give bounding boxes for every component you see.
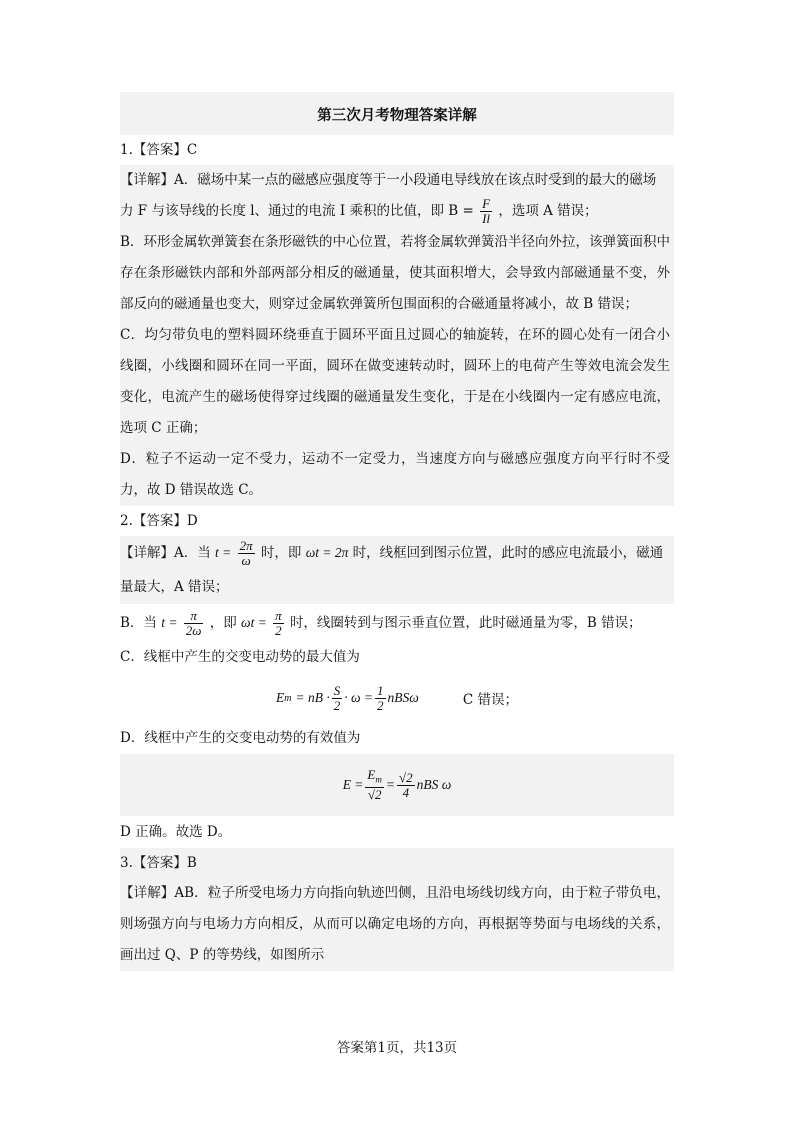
- q2-c-eq-mid: = nB ·: [295, 690, 330, 705]
- q2-a-fraction: [238, 539, 255, 568]
- q1-option-d: D．粒子不运动一定不受力，运动不一定受力，当速度方向与磁感应强度方向平行时不受力，故 D 错误故选 C。: [120, 444, 674, 506]
- q2-c-eq-lhs: E: [276, 690, 285, 705]
- q2-a-post: 时，线框回到图示位置，此时的感应电流最小，磁通: [352, 545, 664, 561]
- q2-d-frac-den: √2: [367, 786, 382, 802]
- q2-d-eq-lhs: E =: [342, 777, 364, 792]
- q1-a-frac-den: Il: [482, 211, 491, 226]
- q2-b-wt: ωt =: [241, 615, 267, 630]
- q1-a-line2-pre: 力 F 与该导线的长度 l、通过的电流 I 乘积的比值，即 B =: [120, 203, 474, 219]
- q2-b-mid: ，即: [209, 615, 237, 631]
- q2-c-frac-num: S: [333, 682, 341, 698]
- q2-d-frac-num: [365, 768, 383, 788]
- q2-d-frac-num-e: E: [367, 767, 376, 783]
- q2-option-a: [120, 536, 674, 604]
- q2-b-t: t =: [161, 615, 178, 630]
- q2-b-frac-den: 2ω: [185, 623, 202, 638]
- q2-answer: 2.【答案】D: [120, 513, 198, 529]
- q2-d-equation: [120, 754, 674, 816]
- q2-c-equation: [120, 673, 674, 723]
- q2-b-fraction: [184, 609, 204, 638]
- q2-a-mid: 时，即: [260, 545, 302, 561]
- q2-d-fraction-2: [397, 771, 415, 800]
- page-footer: 答案第1页，共13页: [336, 1040, 458, 1056]
- q2-a-frac-den: ω: [241, 553, 251, 568]
- q2-a-wt: ωt = 2π: [305, 545, 349, 560]
- q2-c-fraction: [332, 684, 343, 713]
- q1-a-fraction: [480, 197, 492, 226]
- q1-option-b: B．环形金属软弹簧套在条形磁铁的中心位置，若将金属软弹簧沿半径向外拉，该弹簧面积中存在条形磁铁内部和外部两部分相反的磁通量，使其面积增大，会导致内部磁通量不变，外部反向的磁通量也变大，则穿过金属软弹簧所包围面积的合磁通量将减小，故 B 错误；: [120, 227, 674, 320]
- q2-a-pre: 【详解】A．当: [120, 545, 211, 561]
- q2-b-frac2-den: 2: [275, 623, 282, 638]
- q2-d-frac2-num: √2: [399, 769, 413, 785]
- q2-conclusion: D 正确。故选 D。: [120, 824, 232, 840]
- q2-c-frac2-num: 1: [377, 682, 384, 698]
- q2-c-verdict: C 错误；: [462, 692, 518, 708]
- q1-option-a: [120, 165, 674, 227]
- q3-explanation: 【详解】AB．粒子所受电场力方向指向轨迹凹侧，且沿电场线切线方向，由于粒子带负电，则场强方向与电场力方向相反，从而可以确定电场的方向，再根据等势面与电场线的关系，画出过 Q、P 的等势线，如图所示: [120, 878, 674, 971]
- q3-answer: 3.【答案】B: [120, 848, 674, 878]
- q2-d-eq-eq: =: [385, 777, 395, 792]
- q2-c-fraction-2: [375, 684, 386, 713]
- q2-b-post: 时，线圈转到与图示垂直位置，此时磁通量为零，B 错误；: [289, 615, 642, 631]
- q1-a-frac-num: F: [482, 196, 491, 211]
- q2-option-b: [120, 604, 674, 642]
- q2-b-frac-num: π: [184, 609, 204, 624]
- q2-c-eq-mid2: · ω =: [344, 690, 374, 705]
- q2-option-d: D．线框中产生的交变电动势的有效值为: [120, 730, 361, 746]
- q1-answer: 1.【答案】C: [120, 142, 198, 158]
- q2-c-frac2-den: 2: [377, 697, 384, 713]
- q2-d-fraction: [365, 768, 383, 802]
- document-body: [120, 92, 674, 971]
- q1-a-line1: 【详解】A．磁场中某一点的磁感应强度等于一小段通电导线放在该点时受到的最大的磁场: [120, 172, 657, 188]
- q2-c-eq-rhs: nBSω: [387, 690, 419, 705]
- q1-option-c: C．均匀带负电的塑料圆环绕垂直于圆环平面且过圆心的轴旋转，在环的圆心处有一闭合小线圈，小线圈和圆环在同一平面，圆环在做变速转动时，圆环上的电荷产生等效电流会发生变化，电流产生的磁场使得穿过线圈的磁通量发生变化，于是在小线圈内一定有感应电流，选项 C 正确；: [120, 320, 674, 444]
- q2-b-frac2-num: π: [275, 608, 282, 623]
- page-title: 第三次月考物理答案详解: [120, 92, 674, 135]
- q2-a-frac-num: 2π: [239, 538, 253, 553]
- q2-d-frac-num-sub: m: [375, 774, 382, 785]
- q1-a-line2-post: ，选项 A 错误；: [498, 203, 598, 219]
- q2-a-line2: 量最大，A 错误；: [120, 579, 229, 595]
- q2-d-frac2-den: 4: [402, 784, 410, 800]
- q2-option-c: C．线框中产生的交变电动势的最大值为: [120, 649, 360, 665]
- q2-b-fraction-2: [273, 609, 284, 638]
- q2-c-eq-sub: m: [284, 692, 292, 704]
- q2-d-eq-rhs: nBS ω: [416, 777, 452, 792]
- q2-b-pre: B．当: [120, 615, 157, 631]
- q2-a-t: t =: [215, 545, 232, 560]
- q2-c-frac-den: 2: [333, 697, 341, 713]
